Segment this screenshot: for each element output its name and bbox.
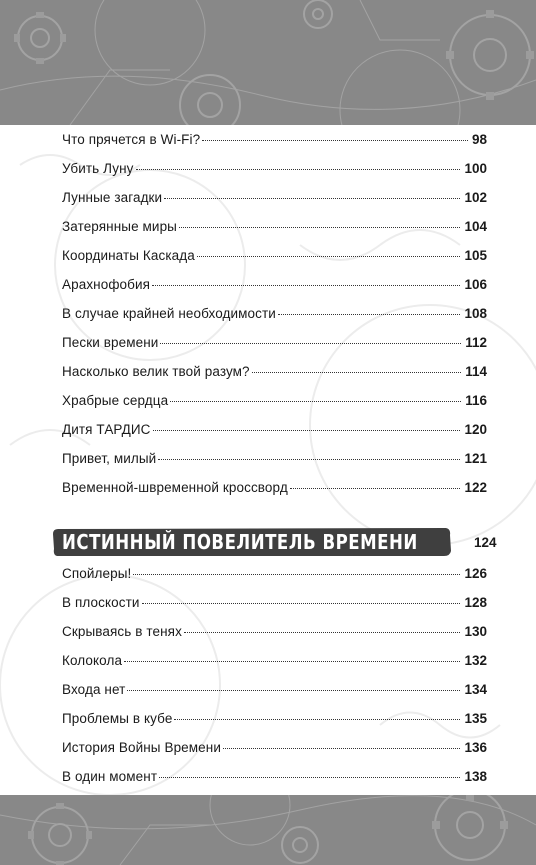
toc-entry-title: Что прячется в Wi-Fi? [62, 132, 201, 147]
toc-entry-title: Убить Луну [62, 161, 134, 176]
toc-leader-dots [252, 371, 462, 373]
toc-leader-dots [164, 197, 460, 199]
toc-entry-title: Колокола [62, 653, 123, 668]
toc-leader-dots [152, 284, 460, 286]
toc-leader-dots [159, 776, 460, 778]
toc-entry-title: Насколько велик твой разум? [62, 364, 250, 379]
footer-band [0, 795, 536, 865]
toc-entry-title: Затерянные миры [62, 219, 177, 234]
toc-entry[interactable] [62, 364, 487, 388]
toc-leader-dots [290, 487, 461, 489]
toc-entry-page: 130 [464, 624, 487, 639]
toc-entry-page: 128 [464, 595, 487, 610]
toc-entry[interactable] [62, 480, 487, 504]
toc-entry[interactable] [62, 653, 487, 677]
toc-entry[interactable] [62, 219, 487, 243]
toc-leader-dots [179, 226, 460, 228]
toc-entry-page: 126 [464, 566, 487, 581]
toc-entry[interactable] [62, 566, 487, 590]
gears-pattern-icon [0, 795, 536, 865]
toc-entry-title: В случае крайней необходимости [62, 306, 276, 321]
toc-entry-title: Привет, милый [62, 451, 157, 466]
toc-entry-page: 98 [471, 132, 487, 147]
toc-entry[interactable] [62, 422, 487, 446]
toc-entry-title: Входа нет [62, 682, 126, 697]
toc-entry[interactable] [62, 306, 487, 330]
toc-entry-page: 132 [464, 653, 487, 668]
toc-leader-dots [170, 400, 461, 402]
toc-entry[interactable] [62, 769, 487, 793]
toc-leader-dots [202, 139, 468, 141]
toc-entry[interactable] [62, 711, 487, 735]
toc-entry-page: 102 [464, 190, 487, 205]
toc-entry[interactable] [62, 248, 487, 272]
toc-entry-title: Пески времени [62, 335, 159, 350]
toc-entry-page: 121 [464, 451, 487, 466]
toc-leader-dots [158, 458, 460, 460]
toc-leader-dots [174, 718, 460, 720]
toc-entry-page: 108 [464, 306, 487, 321]
gears-pattern-icon [0, 0, 536, 125]
toc-entry[interactable] [62, 132, 487, 156]
toc-leader-dots [127, 689, 460, 691]
toc-entry-title: Храбрые сердца [62, 393, 169, 408]
toc-entry-title: Лунные загадки [62, 190, 163, 205]
toc-entry-title: История Войны Времени [62, 740, 221, 755]
toc-leader-dots [278, 313, 461, 315]
toc-entry[interactable] [62, 451, 487, 475]
toc-leader-dots [142, 602, 461, 604]
header-band [0, 0, 536, 125]
toc-entry-title: Арахнофобия [62, 277, 151, 292]
toc-entry-page: 122 [464, 480, 487, 495]
toc-entry-page: 136 [464, 740, 487, 755]
toc-entry[interactable] [62, 595, 487, 619]
toc-leader-dots [124, 660, 460, 662]
toc-entry-page: 120 [464, 422, 487, 437]
toc-entry-title: Скрываясь в тенях [62, 624, 182, 639]
toc-leader-dots [160, 342, 461, 344]
chapter-banner[interactable] [52, 527, 452, 557]
toc-leader-dots [153, 429, 461, 431]
toc-entry-page: 100 [464, 161, 487, 176]
toc-leader-dots [197, 255, 461, 257]
toc-entry-title: В плоскости [62, 595, 140, 610]
toc-entry-page: 104 [464, 219, 487, 234]
toc-leader-dots [133, 573, 460, 575]
toc-entry-title: Дитя ТАРДИС [62, 422, 151, 437]
toc-entry-page: 105 [464, 248, 487, 263]
toc-entry[interactable] [62, 161, 487, 185]
toc-entry[interactable] [62, 277, 487, 301]
chapter-page: 124 [474, 535, 497, 550]
toc-entry[interactable] [62, 393, 487, 417]
toc-entry-page: 116 [465, 393, 487, 408]
toc-entry[interactable] [62, 740, 487, 764]
toc-entry-page: 106 [464, 277, 487, 292]
toc-leader-dots [136, 168, 461, 170]
toc-leader-dots [223, 747, 460, 749]
toc-entry[interactable] [62, 190, 487, 214]
toc-entry[interactable] [62, 682, 487, 706]
toc-entry-page: 138 [464, 769, 487, 784]
toc-entry[interactable] [62, 335, 487, 359]
toc-entry-title: В один момент [62, 769, 158, 784]
toc-leader-dots [184, 631, 461, 633]
toc-entry-title: Временной-швременной кроссворд [62, 480, 288, 495]
toc-entry-page: 114 [465, 364, 487, 379]
toc-entry-page: 135 [464, 711, 487, 726]
toc-entry-title: Спойлеры! [62, 566, 132, 581]
toc-entry[interactable] [62, 624, 487, 648]
toc-entry-title: Проблемы в кубе [62, 711, 173, 726]
chapter-title: ИСТИННЫЙ ПОВЕЛИТЕЛЬ ВРЕМЕНИ [62, 530, 418, 554]
toc-entry-page: 112 [465, 335, 487, 350]
toc-entry-title: Координаты Каскада [62, 248, 195, 263]
toc-entry-page: 134 [464, 682, 487, 697]
